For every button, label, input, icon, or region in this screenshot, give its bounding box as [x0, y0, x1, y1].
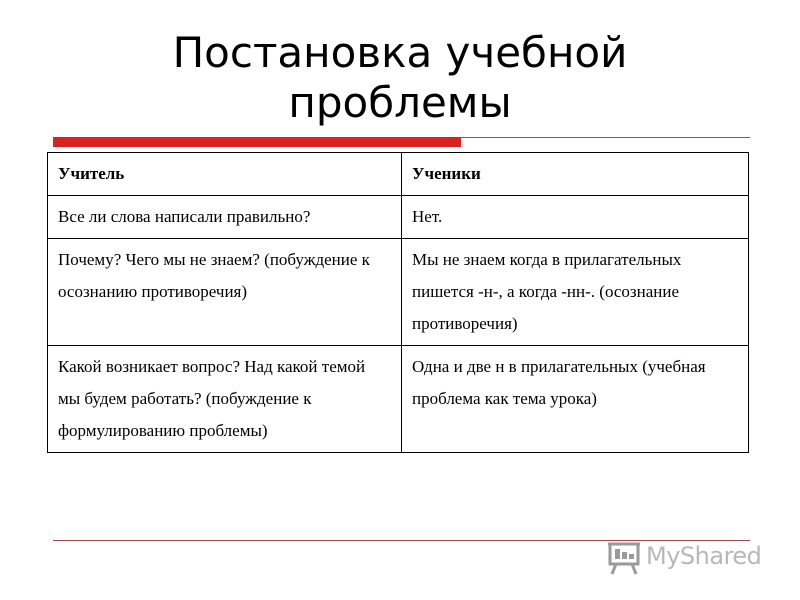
table-row — [48, 196, 749, 239]
slide-title — [0, 28, 800, 128]
watermark-text: MyShared — [646, 542, 762, 570]
presentation-board-icon — [606, 540, 642, 576]
students-cell: Нет. — [402, 196, 749, 239]
table-row — [48, 239, 749, 346]
students-cell: Мы не знаем когда в прилагательных пишется -н-, а когда -нн-. (осознание противоречия) — [402, 239, 749, 346]
slide-title-line-2: проблемы — [288, 78, 512, 127]
table-header-row — [48, 153, 749, 196]
teacher-cell: Все ли слова написали правильно? — [48, 196, 402, 239]
watermark-logo — [606, 540, 766, 576]
header-students: Ученики — [402, 153, 749, 196]
table-row — [48, 346, 749, 453]
teacher-cell: Почему? Чего мы не знаем? (побуждение к осознанию противоречия) — [48, 239, 402, 346]
header-teacher: Учитель — [48, 153, 402, 196]
students-cell: Одна и две н в прилагательных (учебная проблема как тема урока) — [402, 346, 749, 453]
accent-bar — [53, 137, 461, 147]
teacher-cell: Какой возникает вопрос? Над какой темой мы будем работать? (побуждение к формулированию проблемы) — [48, 346, 402, 453]
problem-table — [47, 152, 749, 453]
slide-title-line-1: Постановка учебной — [172, 28, 628, 77]
